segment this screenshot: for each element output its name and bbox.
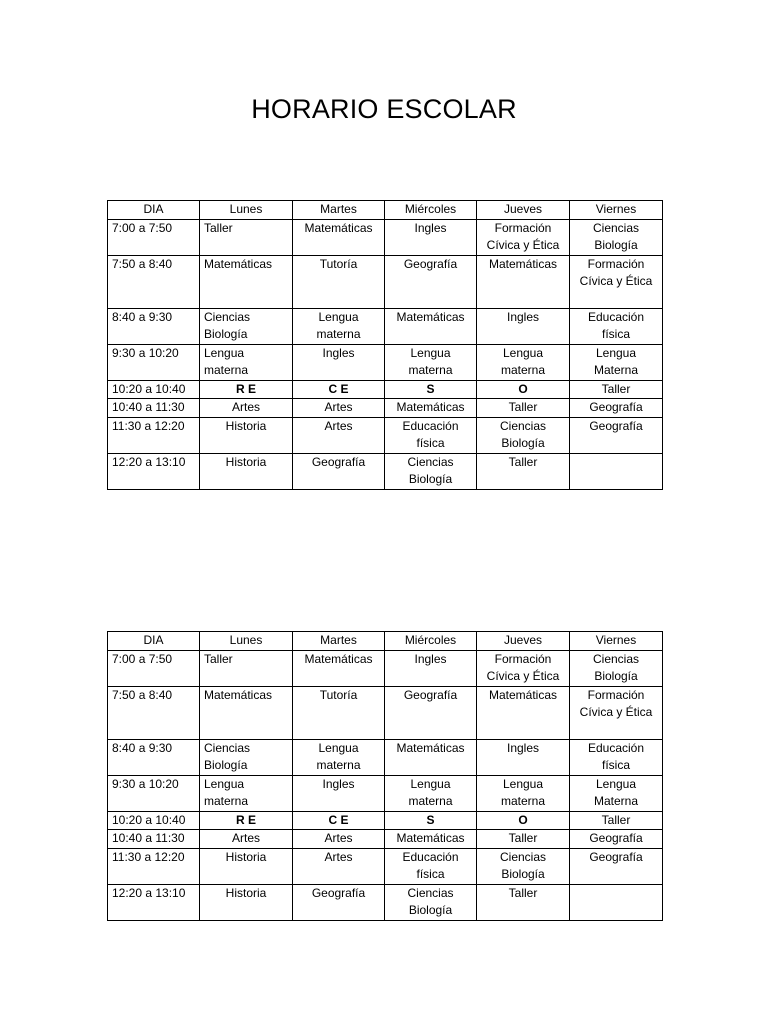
column-header: Miércoles [385, 201, 477, 220]
table-row [108, 219, 663, 255]
table-row [108, 739, 663, 775]
page-title: HORARIO ESCOLAR [251, 94, 517, 124]
time-cell: 9:30 a 10:20 [108, 344, 200, 380]
subject-cell [570, 884, 663, 920]
subject-cell: S [385, 380, 477, 399]
subject-cell: Matemáticas [477, 686, 570, 739]
subject-cell: Matemáticas [293, 219, 385, 255]
schedule-table-copy [107, 631, 663, 921]
subject-cell: Geografía [385, 255, 477, 308]
subject-cell: Taller [477, 830, 570, 849]
subject-cell: C E [293, 811, 385, 830]
subject-cell: Ciencias Biología [570, 650, 663, 686]
time-cell: 10:20 a 10:40 [108, 380, 200, 399]
time-cell: 7:50 a 8:40 [108, 686, 200, 739]
subject-cell: Geografía [293, 453, 385, 489]
subject-cell: C E [293, 380, 385, 399]
column-header: Viernes [570, 201, 663, 220]
subject-cell: R E [200, 380, 293, 399]
time-cell: 10:40 a 11:30 [108, 399, 200, 418]
time-cell: 8:40 a 9:30 [108, 739, 200, 775]
subject-cell: Lengua materna [385, 775, 477, 811]
header-row [108, 632, 663, 651]
time-cell: 11:30 a 12:20 [108, 848, 200, 884]
subject-cell: O [477, 380, 570, 399]
time-cell: 10:40 a 11:30 [108, 830, 200, 849]
subject-cell: R E [200, 811, 293, 830]
column-header: Lunes [200, 201, 293, 220]
subject-cell: Ciencias Biología [477, 848, 570, 884]
subject-cell: Lengua materna [200, 775, 293, 811]
table-row [108, 380, 663, 399]
subject-cell: Matemáticas [293, 650, 385, 686]
subject-cell: Ingles [477, 308, 570, 344]
subject-cell: Lengua materna [477, 344, 570, 380]
subject-cell: Ciencias Biología [200, 739, 293, 775]
subject-cell: S [385, 811, 477, 830]
subject-cell: Ingles [385, 650, 477, 686]
table-row [108, 830, 663, 849]
subject-cell: Taller [200, 650, 293, 686]
table-row [108, 255, 663, 308]
table-row [108, 399, 663, 418]
column-header: Jueves [477, 632, 570, 651]
subject-cell: Ingles [293, 775, 385, 811]
column-header: Lunes [200, 632, 293, 651]
subject-cell: Taller [477, 399, 570, 418]
subject-cell: Ingles [477, 739, 570, 775]
subject-cell: Lengua materna [293, 739, 385, 775]
subject-cell: Geografía [385, 686, 477, 739]
subject-cell: Educación física [385, 417, 477, 453]
time-cell: 12:20 a 13:10 [108, 884, 200, 920]
subject-cell: Geografía [570, 848, 663, 884]
column-header: Miércoles [385, 632, 477, 651]
subject-cell: Matemáticas [385, 830, 477, 849]
subject-cell: Historia [200, 848, 293, 884]
subject-cell [570, 453, 663, 489]
subject-cell: Matemáticas [385, 308, 477, 344]
subject-cell: Tutoría [293, 255, 385, 308]
subject-cell: Formación Cívica y Ética [570, 255, 663, 308]
subject-cell: Formación Cívica y Ética [477, 219, 570, 255]
column-header: Martes [293, 201, 385, 220]
time-cell: 8:40 a 9:30 [108, 308, 200, 344]
subject-cell: Historia [200, 884, 293, 920]
subject-cell: Taller [477, 884, 570, 920]
subject-cell: Artes [293, 399, 385, 418]
subject-cell: Lengua Materna [570, 344, 663, 380]
time-cell: 9:30 a 10:20 [108, 775, 200, 811]
table-row [108, 650, 663, 686]
subject-cell: Formación Cívica y Ética [477, 650, 570, 686]
table-row [108, 344, 663, 380]
table-row [108, 811, 663, 830]
subject-cell: Geografía [570, 830, 663, 849]
subject-cell: Historia [200, 453, 293, 489]
column-header: Martes [293, 632, 385, 651]
subject-cell: Artes [293, 417, 385, 453]
subject-cell: Ciencias Biología [385, 884, 477, 920]
time-cell: 7:50 a 8:40 [108, 255, 200, 308]
subject-cell: Taller [200, 219, 293, 255]
table-row [108, 308, 663, 344]
subject-cell: Ingles [385, 219, 477, 255]
subject-cell: Matemáticas [200, 255, 293, 308]
column-header: DIA [108, 201, 200, 220]
column-header: Viernes [570, 632, 663, 651]
time-cell: 11:30 a 12:20 [108, 417, 200, 453]
subject-cell: Artes [200, 399, 293, 418]
table-row [108, 453, 663, 489]
table-row [108, 417, 663, 453]
subject-cell: Tutoría [293, 686, 385, 739]
subject-cell: Matemáticas [385, 399, 477, 418]
subject-cell: Lengua materna [200, 344, 293, 380]
table-row [108, 775, 663, 811]
subject-cell: Formación Cívica y Ética [570, 686, 663, 739]
table-row [108, 686, 663, 739]
subject-cell: Historia [200, 417, 293, 453]
subject-cell: Ciencias Biología [477, 417, 570, 453]
time-cell: 7:00 a 7:50 [108, 219, 200, 255]
header-row [108, 201, 663, 220]
subject-cell: Taller [570, 811, 663, 830]
subject-cell: Artes [200, 830, 293, 849]
column-header: DIA [108, 632, 200, 651]
time-cell: 12:20 a 13:10 [108, 453, 200, 489]
subject-cell: Ingles [293, 344, 385, 380]
subject-cell: Educación física [385, 848, 477, 884]
subject-cell: Geografía [293, 884, 385, 920]
subject-cell: Ciencias Biología [385, 453, 477, 489]
subject-cell: Lengua Materna [570, 775, 663, 811]
subject-cell: Lengua materna [385, 344, 477, 380]
subject-cell: Matemáticas [385, 739, 477, 775]
table-row [108, 884, 663, 920]
column-header: Jueves [477, 201, 570, 220]
subject-cell: Taller [477, 453, 570, 489]
subject-cell: O [477, 811, 570, 830]
subject-cell: Educación física [570, 739, 663, 775]
subject-cell: Lengua materna [477, 775, 570, 811]
subject-cell: Artes [293, 830, 385, 849]
subject-cell: Taller [570, 380, 663, 399]
subject-cell: Ciencias Biología [570, 219, 663, 255]
subject-cell: Matemáticas [477, 255, 570, 308]
subject-cell: Matemáticas [200, 686, 293, 739]
subject-cell: Geografía [570, 399, 663, 418]
subject-cell: Artes [293, 848, 385, 884]
table-row [108, 848, 663, 884]
subject-cell: Educación física [570, 308, 663, 344]
time-cell: 10:20 a 10:40 [108, 811, 200, 830]
time-cell: 7:00 a 7:50 [108, 650, 200, 686]
subject-cell: Geografía [570, 417, 663, 453]
subject-cell: Lengua materna [293, 308, 385, 344]
schedule-table [107, 200, 663, 490]
subject-cell: Ciencias Biología [200, 308, 293, 344]
